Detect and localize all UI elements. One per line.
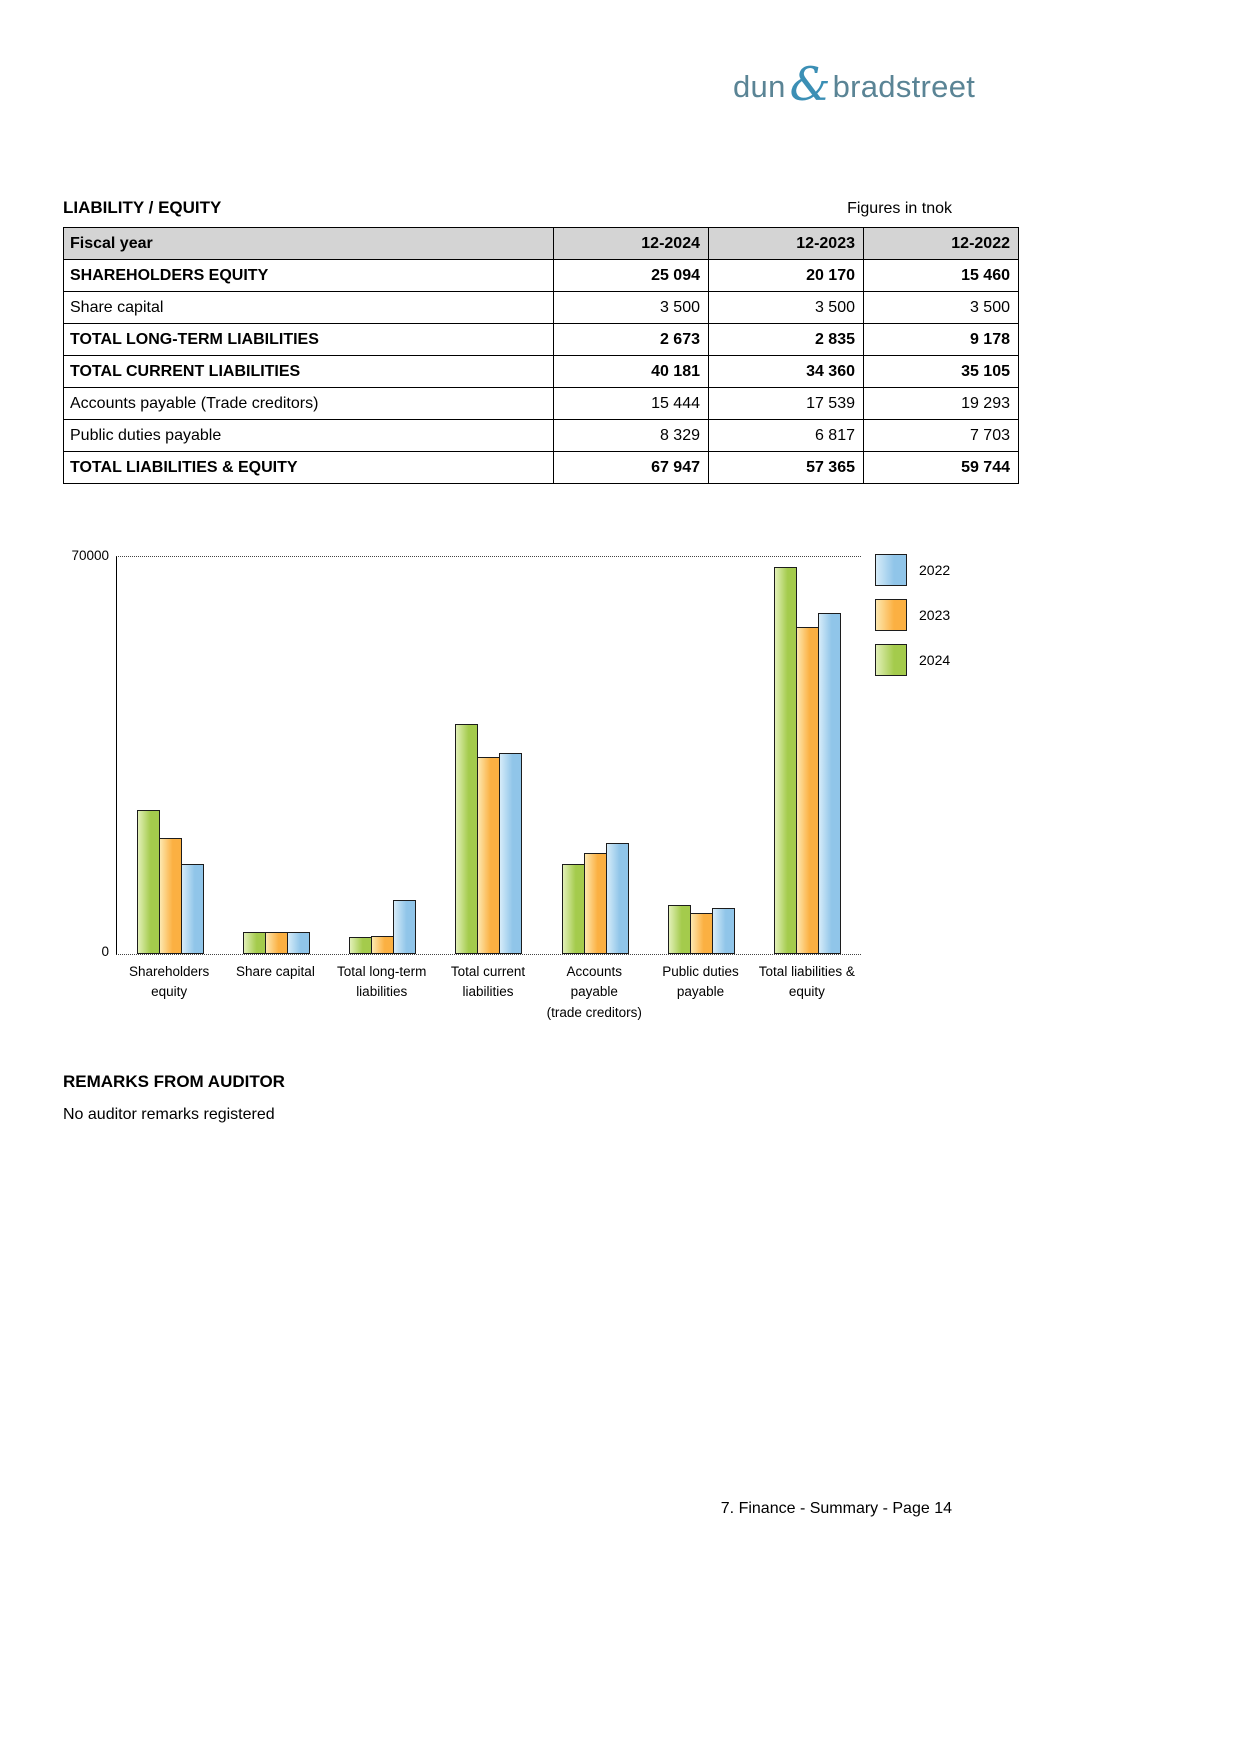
page-footer: 7. Finance - Summary - Page 14 (720, 1500, 952, 1517)
table-row (64, 324, 1019, 356)
row-value: 8 329 (554, 420, 709, 452)
row-value: 17 539 (709, 388, 864, 420)
bar-2023 (265, 932, 288, 954)
row-value: 34 360 (709, 356, 864, 388)
row-value: 19 293 (864, 388, 1019, 420)
row-label: TOTAL LONG-TERM LIABILITIES (64, 324, 554, 356)
legend-label: 2024 (919, 652, 951, 668)
col-header-year: 12-2024 (554, 228, 709, 260)
bar-2023 (796, 627, 819, 954)
logo-bradstreet: bradstreet (832, 69, 976, 104)
bar-2024 (349, 937, 372, 954)
category-label: Shareholders equity (128, 964, 210, 1000)
bar-2023 (690, 913, 713, 954)
bar-2022 (181, 864, 204, 954)
bar-group (648, 905, 754, 954)
legend-item (875, 644, 950, 676)
bar-2024 (774, 567, 797, 954)
bar-group (755, 567, 861, 954)
row-value: 15 444 (554, 388, 709, 420)
row-value: 40 181 (554, 356, 709, 388)
row-value: 3 500 (554, 292, 709, 324)
table-row (64, 292, 1019, 324)
bar-2023 (159, 838, 182, 954)
dun-bradstreet-logo (733, 57, 976, 111)
bar-2022 (499, 753, 522, 954)
remarks-heading: REMARKS FROM AUDITOR (63, 1072, 285, 1091)
category-label: Total liabilities & equity (758, 964, 855, 1000)
bar-group (542, 843, 648, 954)
legend-label: 2023 (919, 607, 951, 623)
legend-swatch-2022 (875, 554, 907, 586)
table-row (64, 356, 1019, 388)
table-header-row (64, 228, 1019, 260)
row-label: Accounts payable (Trade creditors) (64, 388, 554, 420)
bar-group (330, 900, 436, 954)
bar-2024 (455, 724, 478, 954)
row-value: 59 744 (864, 452, 1019, 484)
category-label: Share capital (236, 964, 315, 979)
row-value: 2 835 (709, 324, 864, 356)
bar-2023 (371, 936, 394, 954)
table-row (64, 388, 1019, 420)
row-value: 67 947 (554, 452, 709, 484)
chart-category-labels (116, 962, 860, 1023)
row-value: 3 500 (709, 292, 864, 324)
bar-group (436, 724, 542, 954)
legend-item (875, 554, 950, 586)
bar-2023 (477, 757, 500, 954)
bar-2024 (137, 810, 160, 954)
row-value: 25 094 (554, 260, 709, 292)
bar-group (223, 932, 329, 954)
bar-2024 (668, 905, 691, 954)
category-label: Total long-term liabilities (337, 964, 427, 1000)
table-caption-row (63, 198, 952, 218)
liability-equity-chart (63, 540, 955, 1020)
bar-2022 (712, 908, 735, 954)
col-header-year: 12-2023 (709, 228, 864, 260)
row-value: 20 170 (709, 260, 864, 292)
remarks-text: No auditor remarks registered (63, 1106, 275, 1123)
bar-2022 (287, 932, 310, 954)
col-header-year: 12-2022 (864, 228, 1019, 260)
row-value: 2 673 (554, 324, 709, 356)
bar-group (117, 810, 223, 954)
row-label: TOTAL CURRENT LIABILITIES (64, 356, 554, 388)
bar-2024 (562, 864, 585, 954)
logo-dun: dun (733, 69, 786, 104)
row-value: 7 703 (864, 420, 1019, 452)
bar-2022 (393, 900, 416, 954)
legend-swatch-2023 (875, 599, 907, 631)
section-title: LIABILITY / EQUITY (63, 198, 222, 217)
chart-plot (116, 556, 861, 955)
bar-2024 (243, 932, 266, 954)
table-row (64, 420, 1019, 452)
category-label: Total current liabilities (450, 964, 526, 1000)
category-label: Public duties payable (662, 964, 739, 1000)
figures-unit-note: Figures in tnok (847, 200, 952, 217)
y-axis-tick-70000: 70000 (71, 548, 109, 563)
bar-2022 (818, 613, 841, 954)
liability-equity-table (63, 227, 1019, 484)
row-label: TOTAL LIABILITIES & EQUITY (64, 452, 554, 484)
table-row (64, 452, 1019, 484)
logo-ampersand-icon: & (789, 57, 831, 111)
bar-2023 (584, 853, 607, 954)
row-value: 3 500 (864, 292, 1019, 324)
row-label: Share capital (64, 292, 554, 324)
row-value: 57 365 (709, 452, 864, 484)
row-value: 15 460 (864, 260, 1019, 292)
category-label: Accounts payable (trade creditors) (546, 964, 642, 1020)
table-row (64, 260, 1019, 292)
row-label: SHAREHOLDERS EQUITY (64, 260, 554, 292)
chart-legend (875, 554, 950, 689)
table-body (64, 260, 1019, 484)
bar-2022 (606, 843, 629, 954)
row-label: Public duties payable (64, 420, 554, 452)
row-value: 9 178 (864, 324, 1019, 356)
row-value: 6 817 (709, 420, 864, 452)
legend-swatch-2024 (875, 644, 907, 676)
legend-item (875, 599, 950, 631)
row-value: 35 105 (864, 356, 1019, 388)
legend-label: 2022 (919, 562, 951, 578)
y-axis-tick-0: 0 (101, 944, 109, 959)
col-header-fiscal-year: Fiscal year (64, 228, 554, 260)
